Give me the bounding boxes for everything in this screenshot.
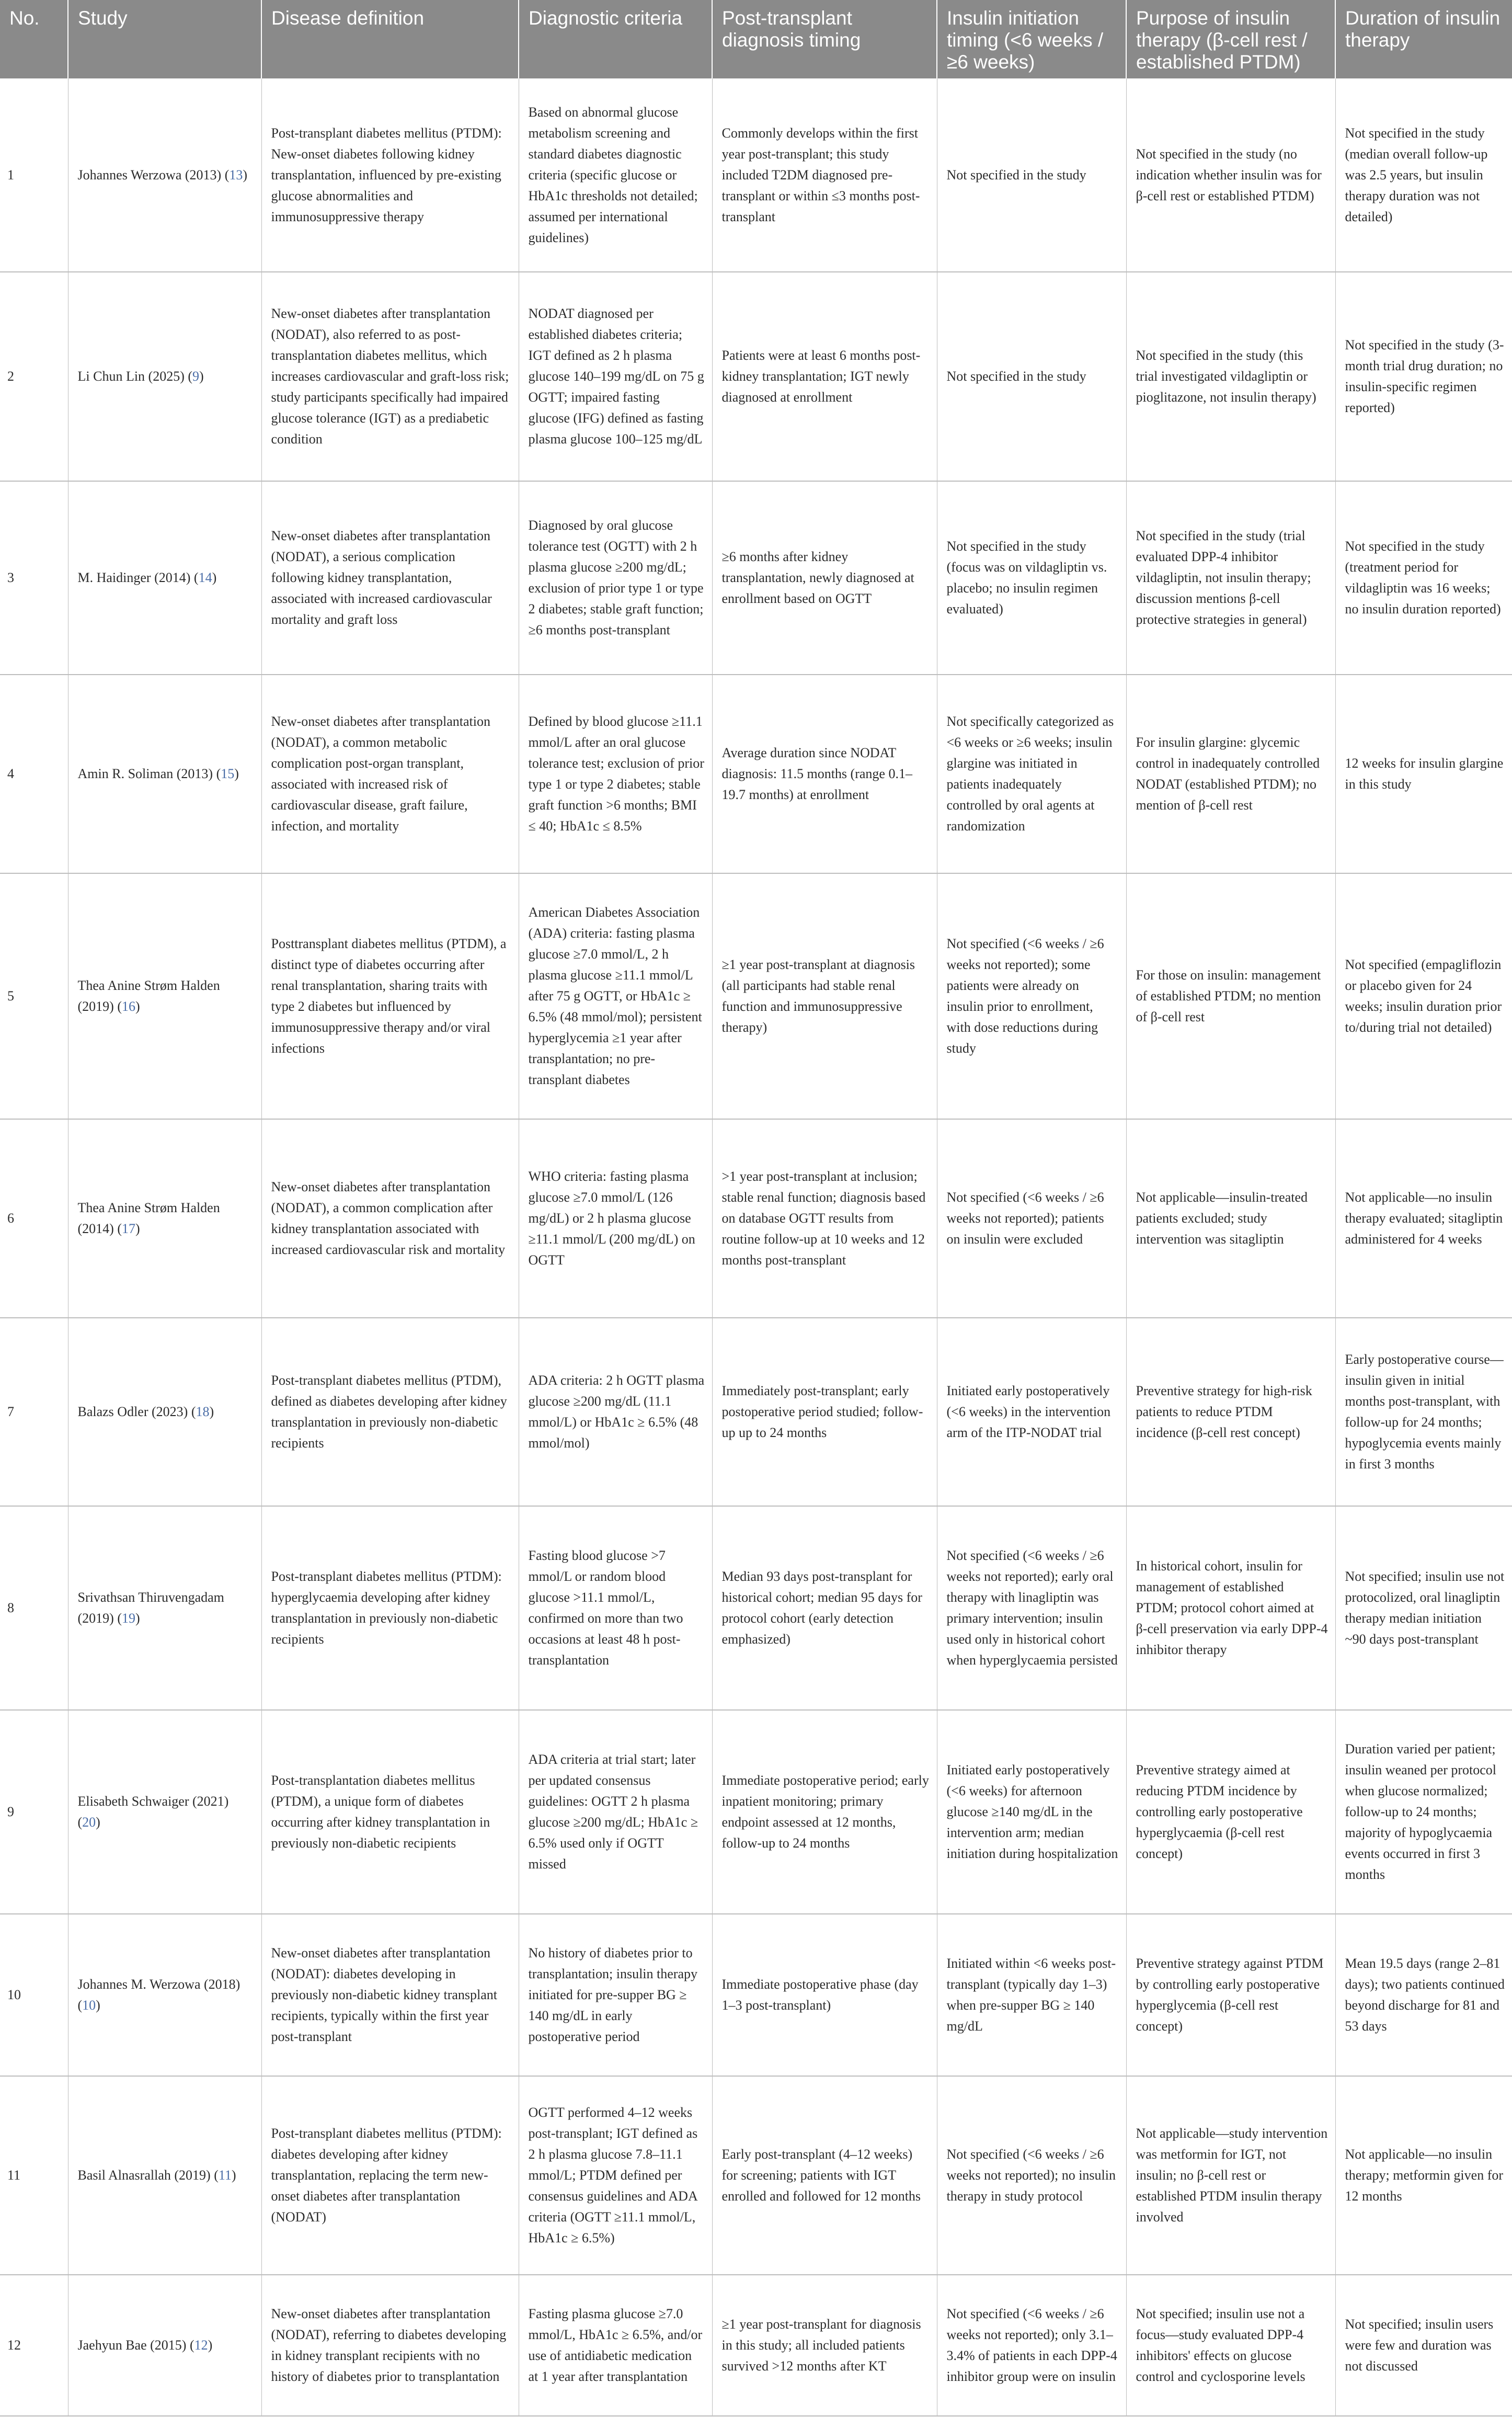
study-author-year: Johannes M. Werzowa (2018) xyxy=(77,1977,240,1992)
cell-study: Srivathsan Thiruvengadam (2019) (19) xyxy=(68,1506,261,1710)
reference-link[interactable]: 10 xyxy=(82,1998,96,2013)
cell-insulin-duration: Not specified in the study (median overall follow-up was 2.5 years, but insulin therapy duration was not detailed) xyxy=(1335,78,1512,272)
header-row xyxy=(0,0,1512,78)
reference-link[interactable]: 9 xyxy=(192,369,200,384)
table-row xyxy=(0,1914,1512,2076)
study-author-year: Johannes Werzowa (2013) xyxy=(77,167,222,183)
cell-diagnostic-criteria: American Diabetes Association (ADA) criteria: fasting plasma glucose ≥7.0 mmol/L, 2 h plasma glucose ≥11.1 mmol/L after 75 g OGTT, or HbA1c ≥ 6.5% (48 mmol/mol); persistent hyperglycemia ≥1 year after transplantation; no pre-transplant diabetes xyxy=(519,873,712,1119)
cell-disease-definition: New-onset diabetes after transplantation (NODAT), a common metabolic complication post-organ transplant, associated with increased risk of cardiovascular disease, graft failure, infection, and mortality xyxy=(261,675,519,873)
reference-link[interactable]: 11 xyxy=(218,2168,232,2183)
cell-insulin-initiation-timing: Not specified (<6 weeks / ≥6 weeks not reported); patients on insulin were excluded xyxy=(937,1119,1126,1318)
cell-insulin-initiation-timing: Not specified in the study (focus was on vildagliptin vs. placebo; no insulin regimen evaluated) xyxy=(937,481,1126,675)
cell-study: Elisabeth Schwaiger (2021) (20) xyxy=(68,1710,261,1914)
header-insulin-purpose: Purpose of insulin therapy (β-cell rest / established PTDM) xyxy=(1126,0,1335,78)
cell-insulin-purpose: Not specified; insulin use not a focus—study evaluated DPP-4 inhibitors' effects on glucose control and cyclosporine levels xyxy=(1126,2275,1335,2416)
cell-disease-definition: Post-transplantation diabetes mellitus (PTDM), a unique form of diabetes occurring after kidney transplantation in previously non-diabetic recipients xyxy=(261,1710,519,1914)
cell-diagnosis-timing: ≥1 year post-transplant for diagnosis in this study; all included patients survived >12 months after KT xyxy=(712,2275,937,2416)
cell-insulin-initiation-timing: Initiated early postoperatively (<6 weeks) in the intervention arm of the ITP-NODAT trial xyxy=(937,1318,1126,1506)
header-no: No. xyxy=(0,0,68,78)
cell-diagnosis-timing: Median 93 days post-transplant for historical cohort; median 95 days for protocol cohort (early detection emphasized) xyxy=(712,1506,937,1710)
cell-insulin-duration: Not specified; insulin users were few and duration was not discussed xyxy=(1335,2275,1512,2416)
cell-disease-definition: New-onset diabetes after transplantation (NODAT), a serious complication following kidney transplantation, associated with increased cardiovascular mortality and graft loss xyxy=(261,481,519,675)
cell-disease-definition: New-onset diabetes after transplantation (NODAT), also referred to as post-transplantation diabetes mellitus, which increases cardiovascular and graft-loss risk; study participants specifically had impaired glucose tolerance (IGT) as a prediabetic condition xyxy=(261,272,519,481)
study-author-year: Basil Alnasrallah (2019) xyxy=(77,2168,211,2183)
reference-link[interactable]: 16 xyxy=(122,999,135,1014)
cell-diagnostic-criteria: NODAT diagnosed per established diabetes criteria; IGT defined as 2 h plasma glucose 140–199 mg/dL on 75 g OGTT; impaired fasting glucose (IFG) defined as fasting plasma glucose 100–125 mg/dL xyxy=(519,272,712,481)
cell-insulin-initiation-timing: Not specifically categorized as <6 weeks or ≥6 weeks; insulin glargine was initiated in patients inadequately controlled by oral agents at randomization xyxy=(937,675,1126,873)
header-diagnostic-criteria: Diagnostic criteria xyxy=(519,0,712,78)
cell-insulin-purpose: Not specified in the study (no indication whether insulin was for β-cell rest or established PTDM) xyxy=(1126,78,1335,272)
cell-insulin-initiation-timing: Not specified in the study xyxy=(937,78,1126,272)
cell-study: Basil Alnasrallah (2019) (11) xyxy=(68,2076,261,2275)
table-row xyxy=(0,272,1512,481)
cell-diagnosis-timing: ≥6 months after kidney transplantation, newly diagnosed at enrollment based on OGTT xyxy=(712,481,937,675)
cell-study: M. Haidinger (2014) (14) xyxy=(68,481,261,675)
study-author-year: M. Haidinger (2014) xyxy=(77,570,191,585)
cell-insulin-duration: 12 weeks for insulin glargine in this study xyxy=(1335,675,1512,873)
cell-disease-definition: Post-transplant diabetes mellitus (PTDM): hyperglycaemia developing after kidney transplantation in previously non-diabetic recipients xyxy=(261,1506,519,1710)
cell-insulin-duration: Early postoperative course—insulin given in initial months post-transplant, with follow-up for 24 months; hypoglycemia events mainly in first 3 months xyxy=(1335,1318,1512,1506)
cell-insulin-initiation-timing: Not specified (<6 weeks / ≥6 weeks not reported); early oral therapy with linagliptin was primary intervention; insulin used only in historical cohort when hyperglycaemia persisted xyxy=(937,1506,1126,1710)
reference-link[interactable]: 12 xyxy=(194,2338,208,2353)
cell-insulin-duration: Not specified; insulin use not protocolized, oral linagliptin therapy median initiation ~90 days post-transplant xyxy=(1335,1506,1512,1710)
cell-insulin-purpose: Not applicable—study intervention was metformin for IGT, not insulin; no β-cell rest or established PTDM insulin therapy involved xyxy=(1126,2076,1335,2275)
table-row xyxy=(0,1710,1512,1914)
cell-diagnosis-timing: Early post-transplant (4–12 weeks) for screening; patients with IGT enrolled and followed for 12 months xyxy=(712,2076,937,2275)
cell-insulin-duration: Duration varied per patient; insulin weaned per protocol when glucose normalized; follow-up to 24 months; majority of hypoglycaemia events occurred in first 3 months xyxy=(1335,1710,1512,1914)
cell-insulin-initiation-timing: Initiated within <6 weeks post-transplant (typically day 1–3) when pre-supper BG ≥ 140 mg/dL xyxy=(937,1914,1126,2076)
reference-link[interactable]: 18 xyxy=(196,1404,210,1419)
reference-link[interactable]: 19 xyxy=(122,1611,135,1626)
cell-no: 8 xyxy=(0,1506,68,1710)
table-row xyxy=(0,2275,1512,2416)
table-row xyxy=(0,78,1512,272)
cell-insulin-purpose: Preventive strategy for high-risk patients to reduce PTDM incidence (β-cell rest concept) xyxy=(1126,1318,1335,1506)
cell-no: 9 xyxy=(0,1710,68,1914)
cell-study: Thea Anine Strøm Halden (2019) (16) xyxy=(68,873,261,1119)
table-row xyxy=(0,2076,1512,2275)
cell-study: Thea Anine Strøm Halden (2014) (17) xyxy=(68,1119,261,1318)
cell-study: Amin R. Soliman (2013) (15) xyxy=(68,675,261,873)
cell-insulin-duration: Mean 19.5 days (range 2–81 days); two patients continued beyond discharge for 81 and 53 days xyxy=(1335,1914,1512,2076)
table-row xyxy=(0,1506,1512,1710)
study-author-year: Balazs Odler (2023) xyxy=(77,1404,188,1419)
cell-insulin-purpose: Preventive strategy aimed at reducing PTDM incidence by controlling early postoperative hyperglycaemia (β-cell rest concept) xyxy=(1126,1710,1335,1914)
header-study: Study xyxy=(68,0,261,78)
table-row xyxy=(0,1318,1512,1506)
cell-insulin-initiation-timing: Initiated early postoperatively (<6 weeks) for afternoon glucose ≥140 mg/dL in the intervention arm; median initiation during hospitalization xyxy=(937,1710,1126,1914)
study-author-year: Elisabeth Schwaiger (2021) xyxy=(77,1794,229,1809)
cell-insulin-purpose: Not specified in the study (trial evaluated DPP-4 inhibitor vildagliptin, not insulin therapy; discussion mentions β-cell protective strategies in general) xyxy=(1126,481,1335,675)
cell-no: 5 xyxy=(0,873,68,1119)
cell-diagnosis-timing: Commonly develops within the first year post-transplant; this study included T2DM diagnosed pre-transplant or within ≤3 months post-transplant xyxy=(712,78,937,272)
header-disease-definition: Disease definition xyxy=(261,0,519,78)
study-author-year: Li Chun Lin (2025) xyxy=(77,369,185,384)
header-insulin-initiation-timing: Insulin initiation timing (<6 weeks / ≥6 weeks) xyxy=(937,0,1126,78)
cell-diagnosis-timing: ≥1 year post-transplant at diagnosis (all participants had stable renal function and immunosuppressive therapy) xyxy=(712,873,937,1119)
cell-diagnosis-timing: Patients were at least 6 months post-kidney transplantation; IGT newly diagnosed at enrollment xyxy=(712,272,937,481)
cell-diagnosis-timing: Immediate postoperative period; early inpatient monitoring; primary endpoint assessed at 12 months, follow-up to 24 months xyxy=(712,1710,937,1914)
cell-insulin-purpose: For insulin glargine: glycemic control in inadequately controlled NODAT (established PTDM); no mention of β-cell rest xyxy=(1126,675,1335,873)
cell-insulin-purpose: For those on insulin: management of established PTDM; no mention of β-cell rest xyxy=(1126,873,1335,1119)
cell-diagnostic-criteria: Diagnosed by oral glucose tolerance test (OGTT) with 2 h plasma glucose ≥200 mg/dL; exclusion of prior type 1 or type 2 diabetes; stable graft function; ≥6 months post-transplant xyxy=(519,481,712,675)
cell-insulin-duration: Not specified in the study (3-month trial drug duration; no insulin-specific regimen reported) xyxy=(1335,272,1512,481)
table-row xyxy=(0,675,1512,873)
cell-insulin-initiation-timing: Not specified (<6 weeks / ≥6 weeks not reported); some patients were already on insulin prior to enrollment, with dose reductions during study xyxy=(937,873,1126,1119)
cell-disease-definition: New-onset diabetes after transplantation (NODAT): diabetes developing in previously non-diabetic kidney transplant recipients, typically within the first year post-transplant xyxy=(261,1914,519,2076)
cell-no: 1 xyxy=(0,78,68,272)
cell-diagnostic-criteria: No history of diabetes prior to transplantation; insulin therapy initiated for pre-supper BG ≥ 140 mg/dL in early postoperative period xyxy=(519,1914,712,2076)
cell-no: 12 xyxy=(0,2275,68,2416)
cell-diagnosis-timing: Immediate postoperative phase (day 1–3 post-transplant) xyxy=(712,1914,937,2076)
cell-disease-definition: New-onset diabetes after transplantation (NODAT), referring to diabetes developing in kidney transplant recipients with no history of diabetes prior to transplantation xyxy=(261,2275,519,2416)
cell-diagnostic-criteria: WHO criteria: fasting plasma glucose ≥7.0 mmol/L (126 mg/dL) or 2 h plasma glucose ≥11.1 mmol/L (200 mg/dL) on OGTT xyxy=(519,1119,712,1318)
cell-insulin-purpose: Not applicable—insulin-treated patients excluded; study intervention was sitagliptin xyxy=(1126,1119,1335,1318)
table-row xyxy=(0,481,1512,675)
cell-insulin-initiation-timing: Not specified (<6 weeks / ≥6 weeks not reported); no insulin therapy in study protocol xyxy=(937,2076,1126,2275)
cell-insulin-initiation-timing: Not specified in the study xyxy=(937,272,1126,481)
cell-disease-definition: Post-transplant diabetes mellitus (PTDM), defined as diabetes developing after kidney transplantation in previously non-diabetic recipients xyxy=(261,1318,519,1506)
study-author-year: Thea Anine Strøm Halden (2019) xyxy=(77,978,220,1014)
cell-diagnostic-criteria: Fasting plasma glucose ≥7.0 mmol/L, HbA1c ≥ 6.5%, and/or use of antidiabetic medication at 1 year after transplantation xyxy=(519,2275,712,2416)
cell-disease-definition: Posttransplant diabetes mellitus (PTDM), a distinct type of diabetes occurring after renal transplantation, sharing traits with type 2 diabetes but influenced by immunosuppressive therapy and/or viral infections xyxy=(261,873,519,1119)
cell-insulin-initiation-timing: Not specified (<6 weeks / ≥6 weeks not reported); only 3.1–3.4% of patients in each DPP-4 inhibitor group were on insulin xyxy=(937,2275,1126,2416)
table-header xyxy=(0,0,1512,78)
cell-diagnosis-timing: Average duration since NODAT diagnosis: 11.5 months (range 0.1–19.7 months) at enrollment xyxy=(712,675,937,873)
header-diagnosis-timing: Post-transplant diagnosis timing xyxy=(712,0,937,78)
cell-diagnosis-timing: >1 year post-transplant at inclusion; stable renal function; diagnosis based on database OGTT results from routine follow-up at 10 weeks and 12 months post-transplant xyxy=(712,1119,937,1318)
cell-no: 2 xyxy=(0,272,68,481)
cell-study: Jaehyun Bae (2015) (12) xyxy=(68,2275,261,2416)
cell-study: Johannes Werzowa (2013) (13) xyxy=(68,78,261,272)
cell-diagnostic-criteria: ADA criteria at trial start; later per updated consensus guidelines: OGTT 2 h plasma glucose ≥200 mg/dL; HbA1c ≥ 6.5% used only if OGTT missed xyxy=(519,1710,712,1914)
cell-diagnostic-criteria: Fasting blood glucose >7 mmol/L or random blood glucose >11.1 mmol/L, confirmed on more than two occasions at least 48 h post-transplantation xyxy=(519,1506,712,1710)
cell-diagnosis-timing: Immediately post-transplant; early postoperative period studied; follow-up up to 24 months xyxy=(712,1318,937,1506)
table-body xyxy=(0,78,1512,2416)
cell-insulin-purpose: Preventive strategy against PTDM by controlling early postoperative hyperglycemia (β-cell rest concept) xyxy=(1126,1914,1335,2076)
cell-disease-definition: New-onset diabetes after transplantation (NODAT), a common complication after kidney transplantation associated with increased cardiovascular risk and mortality xyxy=(261,1119,519,1318)
reference-link[interactable]: 14 xyxy=(198,570,212,585)
cell-no: 3 xyxy=(0,481,68,675)
cell-insulin-purpose: In historical cohort, insulin for management of established PTDM; protocol cohort aimed at β-cell preservation via early DPP-4 inhibitor therapy xyxy=(1126,1506,1335,1710)
cell-no: 6 xyxy=(0,1119,68,1318)
cell-no: 7 xyxy=(0,1318,68,1506)
study-author-year: Thea Anine Strøm Halden (2014) xyxy=(77,1200,220,1236)
cell-disease-definition: Post-transplant diabetes mellitus (PTDM): New-onset diabetes following kidney transplantation, influenced by pre-existing glucose abnormalities and immunosuppressive therapy xyxy=(261,78,519,272)
cell-no: 4 xyxy=(0,675,68,873)
reference-link[interactable]: 20 xyxy=(82,1815,96,1830)
cell-study: Li Chun Lin (2025) (9) xyxy=(68,272,261,481)
reference-link[interactable]: 13 xyxy=(229,167,243,183)
cell-no: 10 xyxy=(0,1914,68,2076)
cell-study: Balazs Odler (2023) (18) xyxy=(68,1318,261,1506)
study-author-year: Srivathsan Thiruvengadam (2019) xyxy=(77,1590,224,1626)
cell-insulin-duration: Not applicable—no insulin therapy; metformin given for 12 months xyxy=(1335,2076,1512,2275)
cell-diagnostic-criteria: ADA criteria: 2 h OGTT plasma glucose ≥200 mg/dL (11.1 mmol/L) or HbA1c ≥ 6.5% (48 mmol/mol) xyxy=(519,1318,712,1506)
table-row xyxy=(0,1119,1512,1318)
cell-insulin-purpose: Not specified in the study (this trial investigated vildagliptin or pioglitazone, not insulin therapy) xyxy=(1126,272,1335,481)
cell-diagnostic-criteria: Based on abnormal glucose metabolism screening and standard diabetes diagnostic criteria (specific glucose or HbA1c thresholds not detailed; assumed per international guidelines) xyxy=(519,78,712,272)
cell-disease-definition: Post-transplant diabetes mellitus (PTDM): diabetes developing after kidney transplantation, replacing the term new-onset diabetes after transplantation (NODAT) xyxy=(261,2076,519,2275)
study-author-year: Amin R. Soliman (2013) xyxy=(77,766,213,781)
reference-link[interactable]: 17 xyxy=(122,1221,135,1236)
cell-no: 11 xyxy=(0,2076,68,2275)
header-insulin-duration: Duration of insulin therapy xyxy=(1335,0,1512,78)
table-row xyxy=(0,873,1512,1119)
reference-link[interactable]: 15 xyxy=(221,766,235,781)
cell-insulin-duration: Not specified (empagliflozin or placebo given for 24 weeks; insulin duration prior to/during trial not detailed) xyxy=(1335,873,1512,1119)
cell-insulin-duration: Not applicable—no insulin therapy evaluated; sitagliptin administered for 4 weeks xyxy=(1335,1119,1512,1318)
cell-study: Johannes M. Werzowa (2018) (10) xyxy=(68,1914,261,2076)
cell-insulin-duration: Not specified in the study (treatment period for vildagliptin was 16 weeks; no insulin duration reported) xyxy=(1335,481,1512,675)
cell-diagnostic-criteria: OGTT performed 4–12 weeks post-transplant; IGT defined as 2 h plasma glucose 7.8–11.1 mmol/L; PTDM defined per consensus guidelines and ADA criteria (OGTT ≥11.1 mmol/L, HbA1c ≥ 6.5%) xyxy=(519,2076,712,2275)
cell-diagnostic-criteria: Defined by blood glucose ≥11.1 mmol/L after an oral glucose tolerance test; exclusion of prior type 1 or type 2 diabetes; stable graft function >6 months; BMI ≤ 40; HbA1c ≤ 8.5% xyxy=(519,675,712,873)
study-author-year: Jaehyun Bae (2015) xyxy=(77,2338,187,2353)
